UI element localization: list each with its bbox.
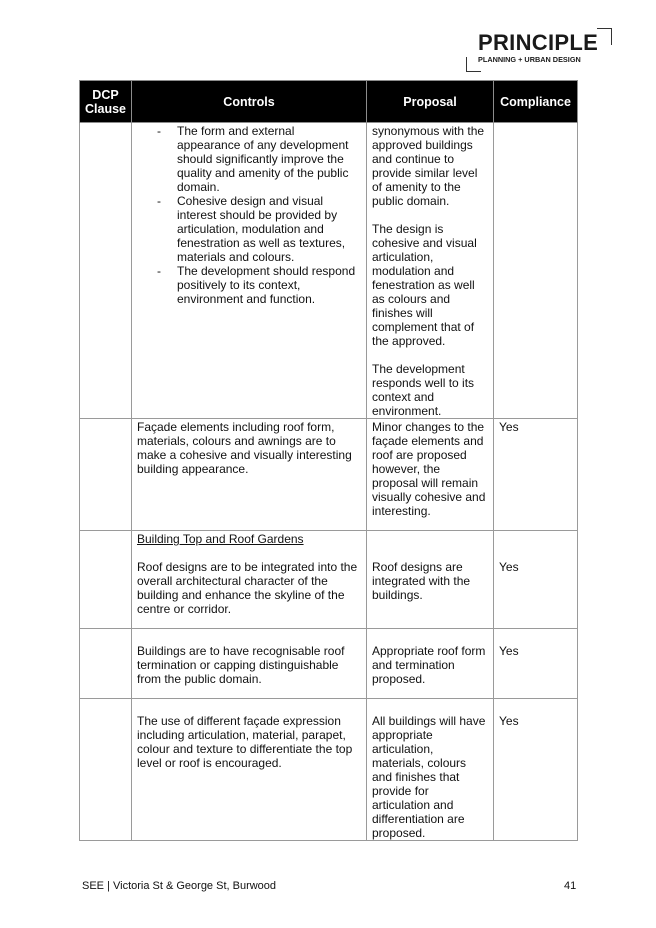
clause-cell (80, 531, 132, 629)
clause-cell (80, 629, 132, 699)
controls-cell (132, 699, 367, 841)
logo-bracket-top-right (597, 28, 612, 45)
dash-bullet-icon: - (157, 264, 161, 278)
compliance-value: Yes (499, 644, 519, 658)
compliance-cell (494, 123, 578, 419)
header-proposal: Proposal (367, 81, 494, 123)
compliance-cell (494, 531, 578, 629)
footer-document-title: SEE | Victoria St & George St, Burwood (82, 880, 277, 892)
table-row (80, 123, 578, 419)
controls-text: Buildings are to have recognisable roof termination or capping distinguishable from the public domain. (137, 644, 345, 686)
clause-cell (80, 123, 132, 419)
bullet-item: - The form and external appearance of any development should significantly improve the quality and amenity of the public domain. (157, 124, 349, 194)
proposal-cell: Minor changes to the façade elements and roof are proposed however, the proposal will remain visually cohesive and interesting. (367, 419, 494, 531)
logo-wordmark: PRINCIPLE (478, 30, 599, 55)
clause-cell (80, 419, 132, 531)
bullet-item: - Cohesive design and visual interest should be provided by articulation, modulation and fenestration as well as textures, materials and colours. (157, 194, 346, 264)
controls-subheading: Building Top and Roof Gardens (137, 532, 304, 546)
footer-page-number: 41 (564, 880, 577, 892)
principle-logo (466, 28, 612, 72)
proposal-paragraph: synonymous with the approved buildings and continue to provide similar level of amenity to the public domain. (372, 124, 485, 208)
proposal-cell (367, 123, 494, 419)
table-header-row (80, 81, 578, 123)
dcp-compliance-table (79, 80, 578, 841)
controls-cell (132, 123, 367, 419)
controls-cell (132, 531, 367, 629)
compliance-cell (494, 699, 578, 841)
header-controls: Controls (132, 81, 367, 123)
header-dcp-clause: DCP Clause (80, 81, 132, 123)
controls-cell (132, 629, 367, 699)
controls-text: Roof designs are to be integrated into the overall architectural character of the building and enhance the skyline of the centre or corridor. (137, 560, 358, 616)
compliance-cell (494, 629, 578, 699)
proposal-cell (367, 531, 494, 629)
proposal-text: All buildings will have appropriate articulation, materials, colours and finishes that provide for articulation and differentiation are proposed. (372, 714, 486, 840)
compliance-value: Yes (499, 560, 519, 574)
logo-tagline: PLANNING + URBAN DESIGN (478, 55, 581, 64)
table-row (80, 699, 578, 841)
bullet-item: - The development should respond positively to its context, environment and function. (157, 264, 356, 306)
proposal-text: Appropriate roof form and termination proposed. (372, 644, 486, 686)
clause-cell (80, 699, 132, 841)
table-row (80, 531, 578, 629)
table-row (80, 629, 578, 699)
header-compliance: Compliance (494, 81, 578, 123)
table-row (80, 419, 578, 531)
dash-bullet-icon: - (157, 194, 161, 208)
proposal-text: Roof designs are integrated with the buildings. (372, 560, 471, 602)
controls-bullet-list (137, 124, 361, 306)
compliance-value: Yes (499, 714, 519, 728)
controls-text: The use of different façade expression including articulation, material, parapet, colour and texture to differentiate the top level or roof is encouraged. (137, 714, 353, 770)
dash-bullet-icon: - (157, 124, 161, 138)
compliance-cell: Yes (494, 419, 578, 531)
proposal-cell (367, 629, 494, 699)
proposal-paragraph: The development responds well to its context and environment. (372, 362, 475, 418)
proposal-cell (367, 699, 494, 841)
proposal-paragraph: The design is cohesive and visual articulation, modulation and fenestration as well as colours and finishes will complement that of the approved. (372, 222, 477, 348)
controls-cell: Façade elements including roof form, materials, colours and awnings are to make a cohesive and visually interesting building appearance. (132, 419, 367, 531)
